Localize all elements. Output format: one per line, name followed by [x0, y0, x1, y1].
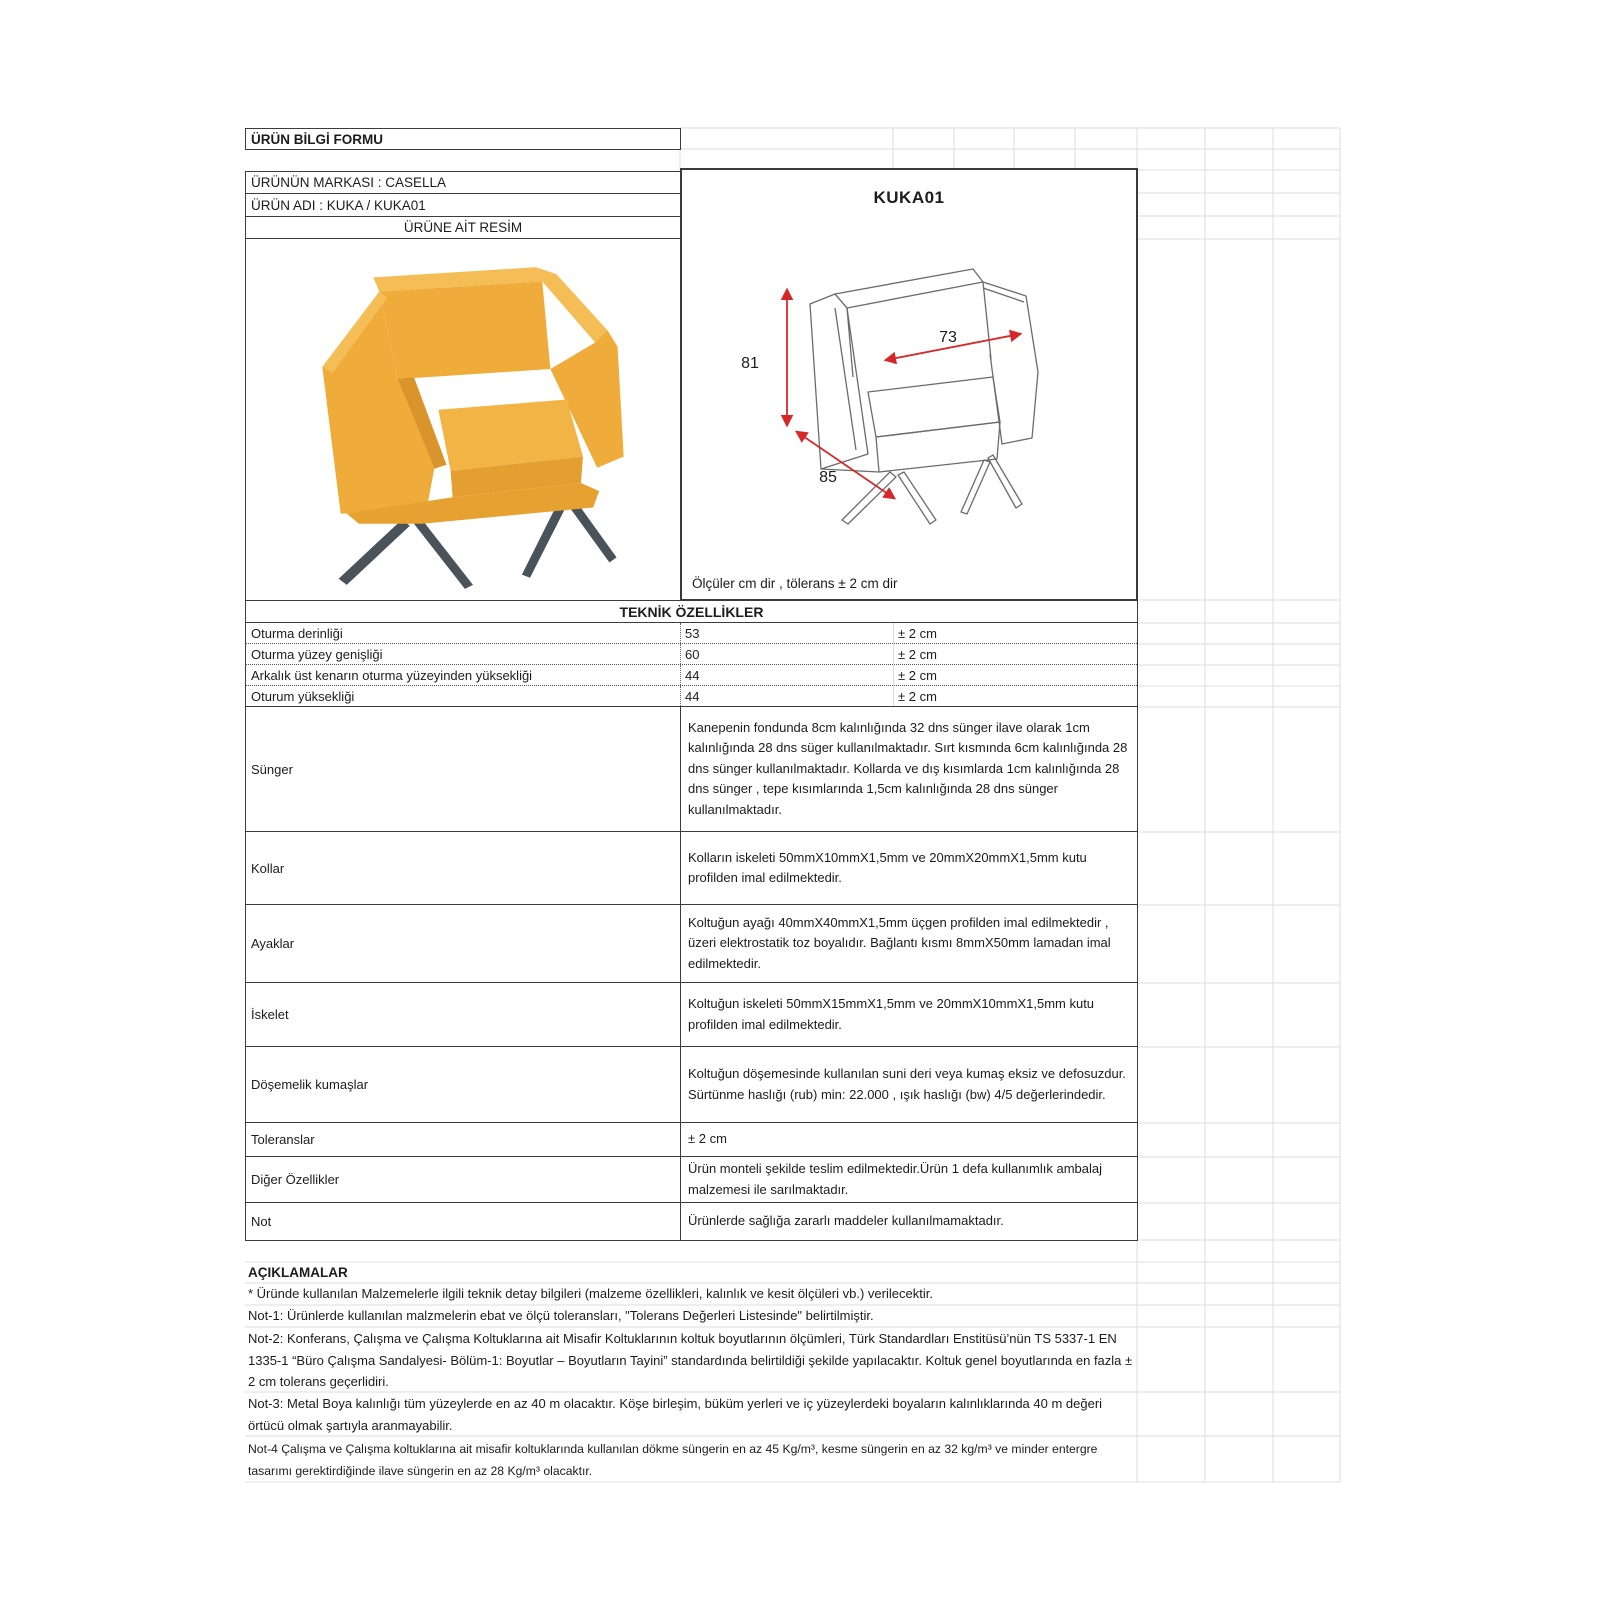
- spec-text: ± 2 cm: [688, 1131, 727, 1147]
- dim-width-label: 73: [939, 329, 957, 346]
- wireframe-chair: [810, 269, 1038, 524]
- spec-text: Ürünlerde sağlığa zararlı maddeler kullanılmamaktadır.: [688, 1213, 1004, 1229]
- spec-tolerance: ± 2 cm: [898, 688, 937, 704]
- form-title: ÜRÜN BİLGİ FORMU: [245, 128, 681, 150]
- spec-table: [245, 600, 1138, 1241]
- note-item: Not-2: Konferans, Çalışma ve Çalışma Koltuklarına ait Misafir Koltuklarının koltuk boyutlarının ölçümleri, Türk Standardları Enstitüsü’nün TS 5337-1 EN 1335-1 “Büro Çalışma Sandalyesi- Bölüm-1: Boyutlar – Boyutların Tayini” standardında belirtildiği şekilde yapılacaktır. Koltuk genel boyutlarında en fazla ± 2 cm tolerans geçerlidiri.: [248, 1331, 1133, 1389]
- table-row: [246, 644, 1137, 665]
- product-name-cell: ÜRÜN ADI : KUKA / KUKA01: [245, 193, 681, 217]
- drawing-model-title: KUKA01: [873, 188, 945, 207]
- technical-drawing-panel: [680, 168, 1138, 601]
- note-item: Not-3: Metal Boya kalınlığı tüm yüzeylerde en az 40 m olacaktır. Köşe birleşim, büküm yerleri ve iç yüzeylerdeki boyaların kalınlıklarında 40 m değeri örtücü olmak şartıyla aranmayabilir.: [248, 1396, 1103, 1433]
- depth-arrow: [797, 432, 894, 498]
- spec-value: 60: [681, 644, 894, 664]
- dim-depth-label: 85: [819, 469, 837, 486]
- spec-text: Koltuğun döşemesinde kullanılan suni deri veya kumaş eksiz ve defosuzdur. Sürtünme haslığı (rub) min: 22.000 , ışık haslığı (bw) 4/5 değerlerindedir.: [688, 1066, 1126, 1102]
- table-row: [246, 832, 1137, 905]
- table-row: [246, 1203, 1137, 1240]
- spec-label: Arkalık üst kenarın oturma yüzeyinden yüksekliği: [246, 665, 681, 685]
- spec-text: Kolların iskeleti 50mmX10mmX1,5mm ve 20mmX20mmX1,5mm kutu profilden imal edilmektedir.: [688, 849, 1087, 885]
- spec-value: 44: [681, 686, 894, 706]
- spec-label: Not: [246, 1203, 681, 1240]
- spec-text: Ürün monteli şekilde teslim edilmektedir.Ürün 1 defa kullanımlık ambalaj malzemesi ile sarılmaktadır.: [688, 1161, 1103, 1197]
- dim-height-label: 81: [741, 355, 759, 372]
- dimension-arrows: [787, 290, 1020, 498]
- spec-label: Oturma derinliği: [246, 623, 681, 643]
- spec-label: Oturum yüksekliği: [246, 686, 681, 706]
- note-item: * Üründe kullanılan Malzemelerle ilgili teknik detay bilgileri (malzeme özellikleri, kalınlık ve kesit ölçüleri vb.) verilecektir.: [248, 1286, 933, 1302]
- spec-label: Döşemelik kumaşlar: [246, 1047, 681, 1122]
- table-row: [246, 1157, 1137, 1203]
- spec-label: Kollar: [246, 832, 681, 904]
- spec-label: Oturma yüzey genişliği: [246, 644, 681, 664]
- spec-tolerance: ± 2 cm: [898, 667, 937, 683]
- table-row: [246, 905, 1137, 983]
- note-item: Not-4 Çalışma ve Çalışma koltuklarına ait misafir koltuklarında kullanılan dökme süngerin en az 45 Kg/m³, kesme süngerin en az 32 kg/m³ ve minder entergre tasarımı gerektirdiğinde ilave süngerin en az 28 Kg/m³ olacaktır.: [248, 1442, 1098, 1478]
- notes-section: [245, 1262, 1138, 1482]
- spec-text: Koltuğun iskeleti 50mmX15mmX1,5mm ve 20mmX10mmX1,5mm kutu profilden imal edilmektedir.: [688, 996, 1095, 1032]
- spec-text: Koltuğun ayağı 40mmX40mmX1,5mm üçgen profilden imal edilmektedir , üzeri elektrostatik toz boyalıdır. Bağlantı kısmı 8mmX50mm lamadan imal edilmektedir.: [688, 914, 1111, 971]
- spec-value: 53: [681, 623, 894, 643]
- spec-tolerance: ± 2 cm: [898, 625, 937, 641]
- spec-text: Kanepenin fondunda 8cm kalınlığında 32 dns sünger ilave olarak 1cm kalınlığında 28 dns süger kullanılmaktadır. Sırt kısmında 6cm kalınlığında 28 dns sünger kullanılmaktadır. Kollarda ve dış kısımlarda 1cm kalınlığında 28 dns sünger , tepe kısımlarında 1,5cm kalınlığında 28 dns sünger kullanılmaktadır.: [688, 719, 1128, 817]
- product-photo-chair: [298, 257, 648, 593]
- brand-cell: ÜRÜNÜN MARKASI : CASELLA: [245, 171, 681, 194]
- spec-label: Diğer Özellikler: [246, 1157, 681, 1202]
- table-row: [246, 1047, 1137, 1123]
- spec-value: 44: [681, 665, 894, 685]
- chair-leg: [339, 520, 410, 585]
- spec-label: Ayaklar: [246, 905, 681, 982]
- table-row: [246, 686, 1137, 707]
- chair-back: [379, 281, 550, 379]
- spec-tolerance: ± 2 cm: [898, 646, 937, 662]
- spec-label: Toleranslar: [246, 1123, 681, 1156]
- units-note: Ölçüler cm dir , tölerans ± 2 cm dir: [692, 576, 898, 591]
- image-header-cell: ÜRÜNE AİT RESİM: [245, 216, 681, 239]
- technical-line-drawing: [690, 222, 1130, 540]
- chair-leg: [414, 520, 473, 589]
- spec-label: Sünger: [246, 707, 681, 831]
- table-row: [246, 665, 1137, 686]
- product-photo-area: [245, 239, 681, 600]
- table-row: [246, 623, 1137, 644]
- table-row: [246, 1123, 1137, 1157]
- spec-table-header: TEKNİK ÖZELLİKLER: [246, 601, 1137, 623]
- chair-leg: [522, 505, 565, 577]
- spec-label: İskelet: [246, 983, 681, 1046]
- table-row: [246, 707, 1137, 832]
- note-item: Not-1: Ürünlerde kullanılan malzmelerin ebat ve ölçü toleransları, "Tolerans Değerleri Listesinde" belirtilmiştir.: [248, 1308, 874, 1324]
- notes-heading: AÇIKLAMALAR: [248, 1265, 348, 1280]
- table-row: [246, 983, 1137, 1047]
